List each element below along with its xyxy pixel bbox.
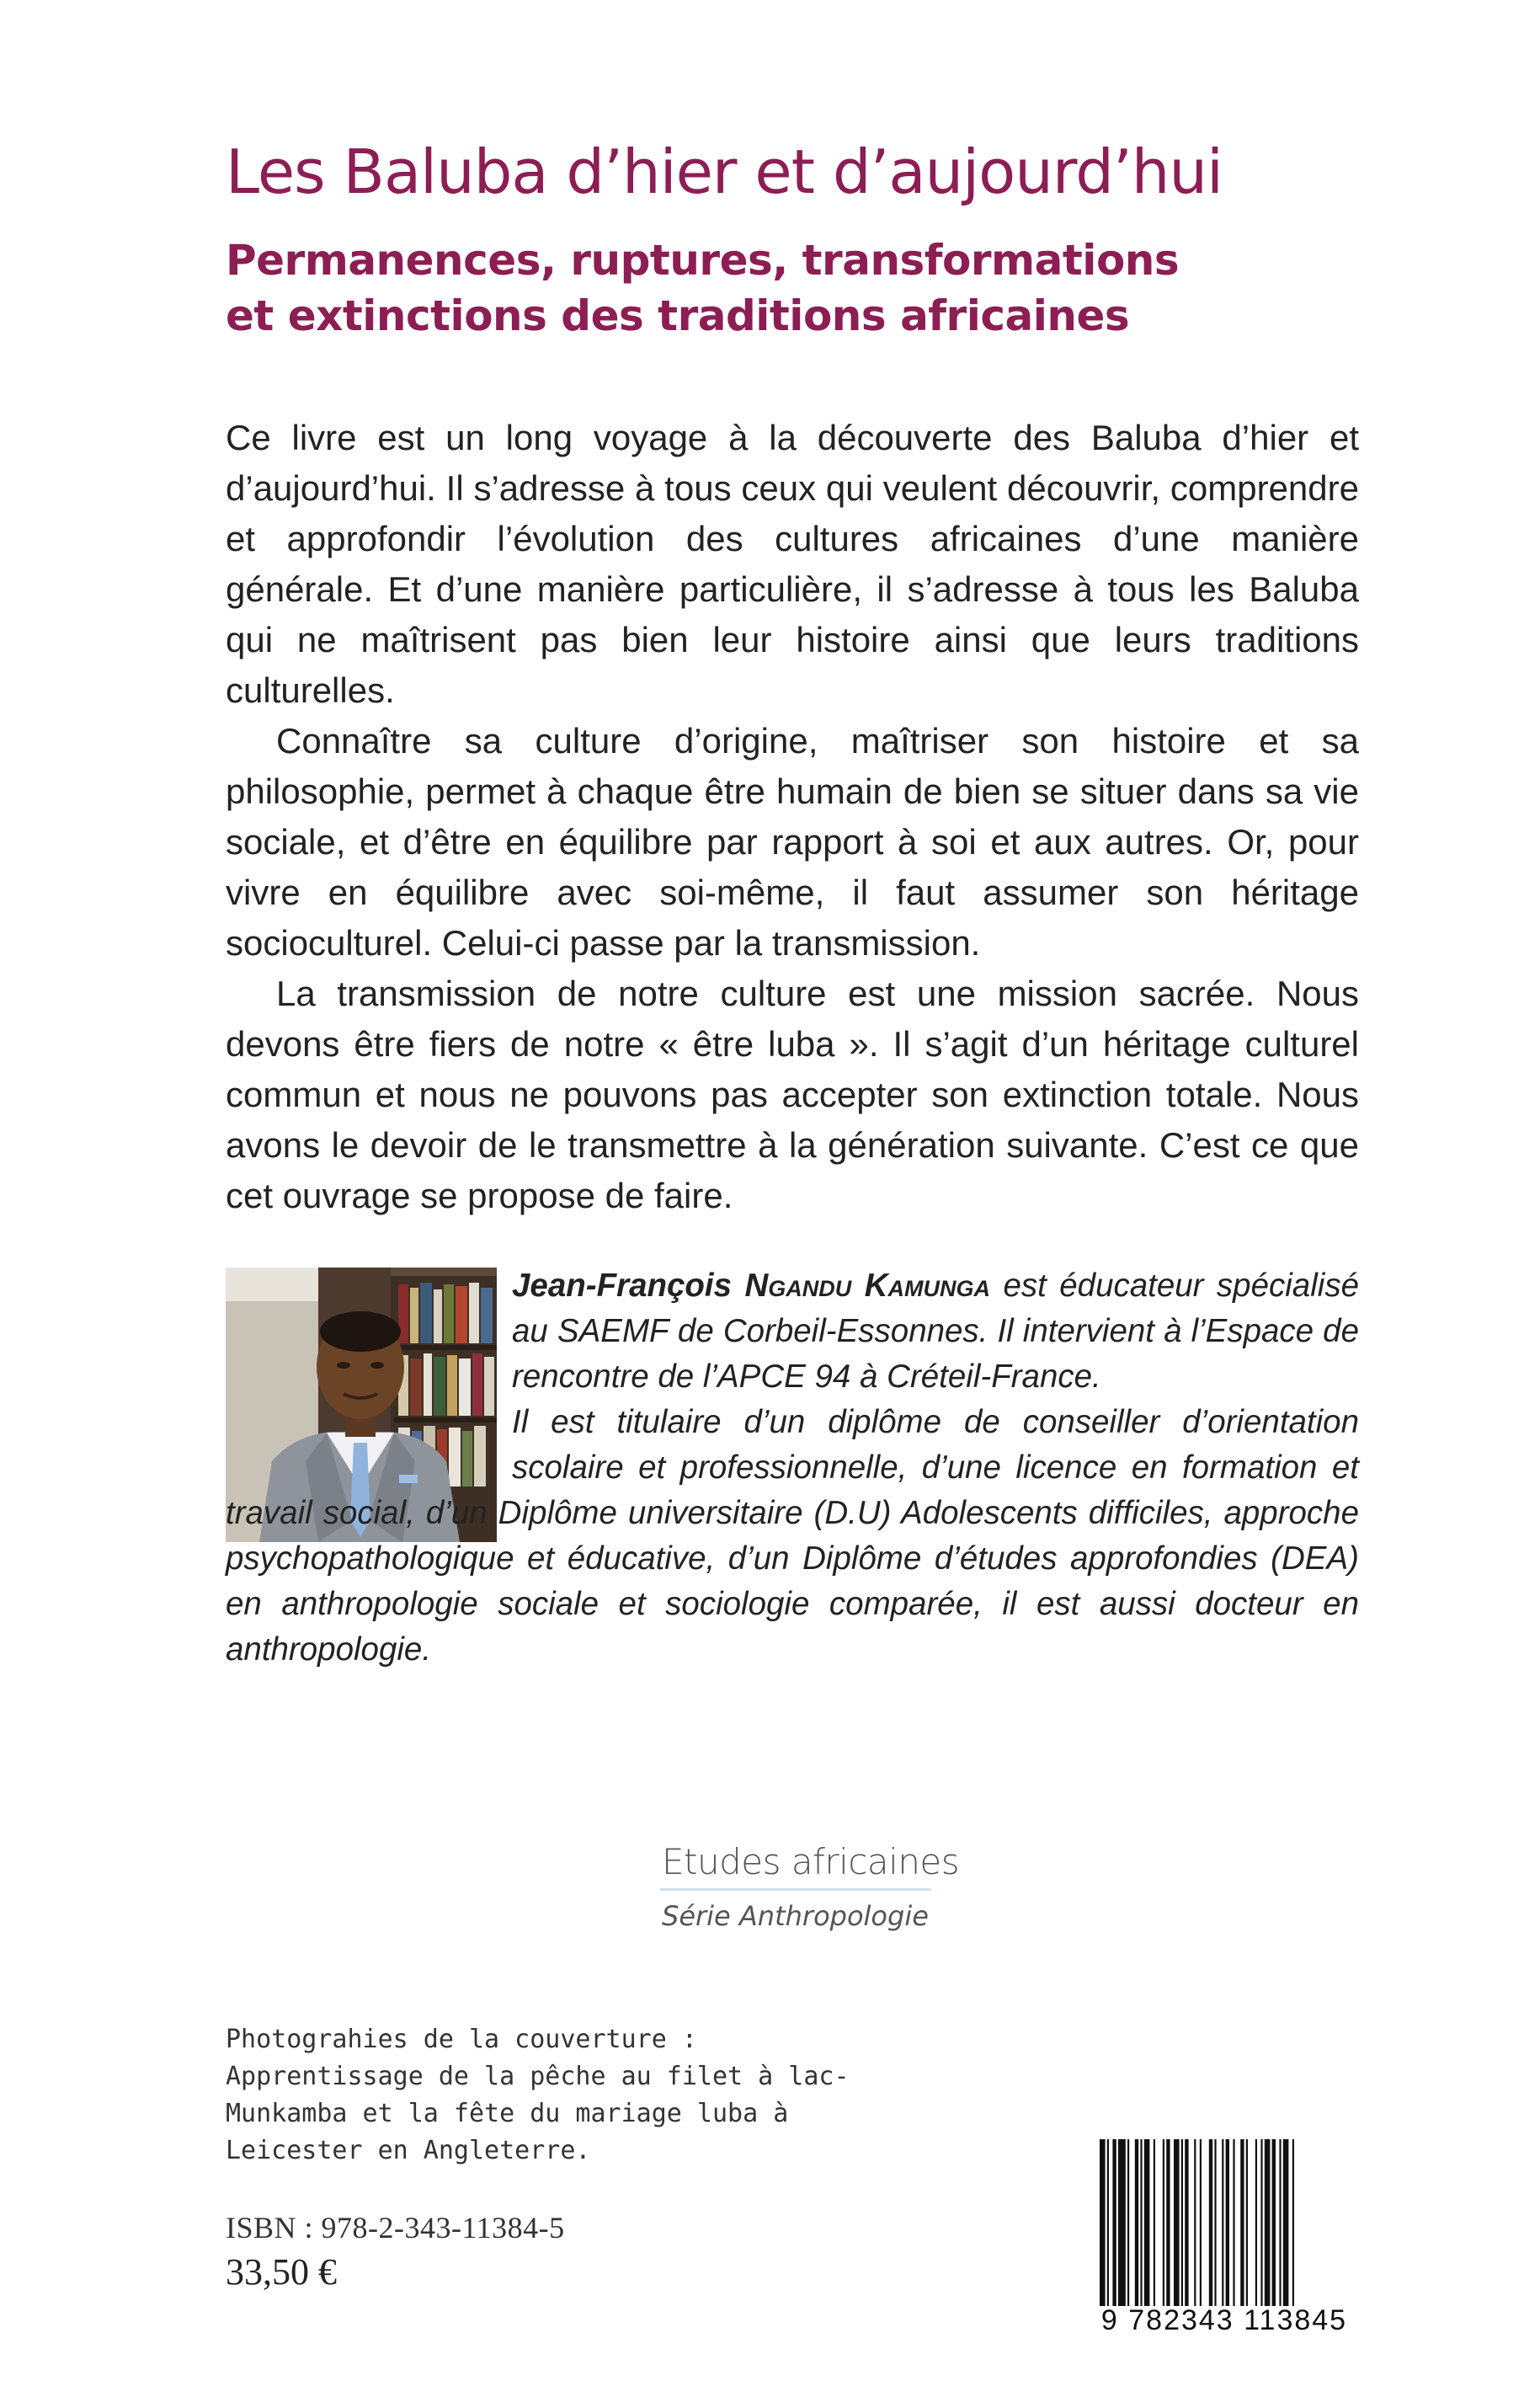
barcode-bar xyxy=(1163,2139,1164,2306)
barcode-bar xyxy=(1135,2139,1138,2306)
barcode-bar xyxy=(1127,2139,1129,2306)
author-bio-paragraph-2: Il est titulaire d’un diplôme de conseiller d’orientation scolaire et professionnelle, d’une licence en formation et travail social, d’un Diplôme universitaire (D.U) Adolescents difficiles, approche psychopathologique et éducative, d’un Diplôme d’études approfondies (DEA) en anthropologie sociale et sociologie comparée, il est aussi docteur en anthropologie. xyxy=(226,1404,1359,1668)
author-first-name: Jean-François xyxy=(512,1268,733,1304)
author-bio xyxy=(226,1263,1359,1673)
blurb xyxy=(226,413,1359,1221)
barcode-bar xyxy=(1200,2139,1202,2306)
series-name: Etudes africaines xyxy=(662,1841,960,1882)
barcode-bar xyxy=(1107,2139,1109,2306)
author-bio-1-text: est éducateur spécialisé au SAEMF de Corbeil-Essonnes. Il intervient à l’Espace de rencontre de l’APCE 94 à Créteil-France. xyxy=(512,1268,1359,1395)
barcode-bar xyxy=(1226,2139,1229,2306)
isbn: ISBN : 978-2-343-11384-5 xyxy=(226,2211,565,2245)
barcode-bar xyxy=(1265,2139,1271,2306)
barcode-bar xyxy=(1246,2139,1248,2306)
barcode-bar xyxy=(1154,2139,1155,2306)
barcode-digits: 9 782343 113845 xyxy=(1100,2304,1348,2336)
photo-credits: Photograhies de la couverture : Apprentissage de la pêche au filet à lac-Munkamba et la fête du mariage luba à Leicester en Angleterre. xyxy=(226,2025,850,2165)
book-title: Les Baluba d’hier et d’aujourd’hui xyxy=(226,136,1223,207)
barcode-bar xyxy=(1260,2139,1262,2306)
barcode-bar xyxy=(1283,2139,1289,2306)
barcode-bar xyxy=(1166,2139,1170,2306)
barcode-bar xyxy=(1292,2139,1294,2306)
blurb-paragraph-1: Ce livre est un long voyage à la découverte des Baluba d’hier et d’aujourd’hui. Il s’adresse à tous ceux qui veulent découvrir, comprendre et approfondir l’évolution des cultures africaines d’une manière générale. Et d’une manière particulière, il s’adresse à tous les Baluba qui ne maîtrisent pas bien leur histoire ainsi que leurs traditions culturelles. xyxy=(226,418,1359,710)
barcode-bar xyxy=(1194,2139,1196,2306)
barcode-bar xyxy=(1174,2139,1180,2306)
subtitle-line-1: Permanences, ruptures, transformations xyxy=(226,236,1180,285)
subtitle-line-2: et extinctions des traditions africaines xyxy=(226,291,1130,340)
barcode-bar xyxy=(1144,2139,1150,2306)
blurb-paragraph-3: La transmission de notre culture est une mission sacrée. Nous devons être fiers de notre « être luba ». Il s’agit d’un héritage culturel commun et nous ne pouvons pas accepter son extinction totale. Nous avons le devoir de le transmettre à la génération suivante. C’est ce que cet ouvrage se propose de faire. xyxy=(226,974,1359,1215)
series-divider xyxy=(660,1888,931,1891)
barcode-bar xyxy=(1118,2139,1126,2306)
author-last-name: Ngandu Kamunga xyxy=(744,1268,991,1304)
barcode-bar xyxy=(1272,2139,1276,2306)
barcode-bar xyxy=(1240,2139,1244,2306)
barcode-bar xyxy=(1279,2139,1281,2306)
barcode-bar xyxy=(1214,2139,1216,2306)
barcode-bar xyxy=(1222,2139,1223,2306)
blurb-paragraph-2: Connaître sa culture d’origine, maîtriser son histoire et sa philosophie, permet à chaque être humain de bien se situer dans sa vie sociale, et d’être en équilibre par rapport à soi et aux autres. Or, pour vivre en équilibre avec soi-même, il faut assumer son héritage socioculturel. Celui-ci passe par la transmission. xyxy=(226,721,1359,963)
barcode-bar xyxy=(1181,2139,1183,2306)
barcode xyxy=(1100,2139,1349,2306)
barcode-bar xyxy=(1140,2139,1142,2306)
barcode-bar xyxy=(1255,2139,1257,2306)
barcode-bar xyxy=(1100,2139,1106,2306)
barcode-bar xyxy=(1185,2139,1188,2306)
barcode-bar xyxy=(1209,2139,1212,2306)
price: 33,50 € xyxy=(226,2251,337,2293)
barcode-bar xyxy=(1233,2139,1234,2306)
barcode-bar xyxy=(1112,2139,1116,2306)
series-subseries: Série Anthropologie xyxy=(662,1900,929,1932)
